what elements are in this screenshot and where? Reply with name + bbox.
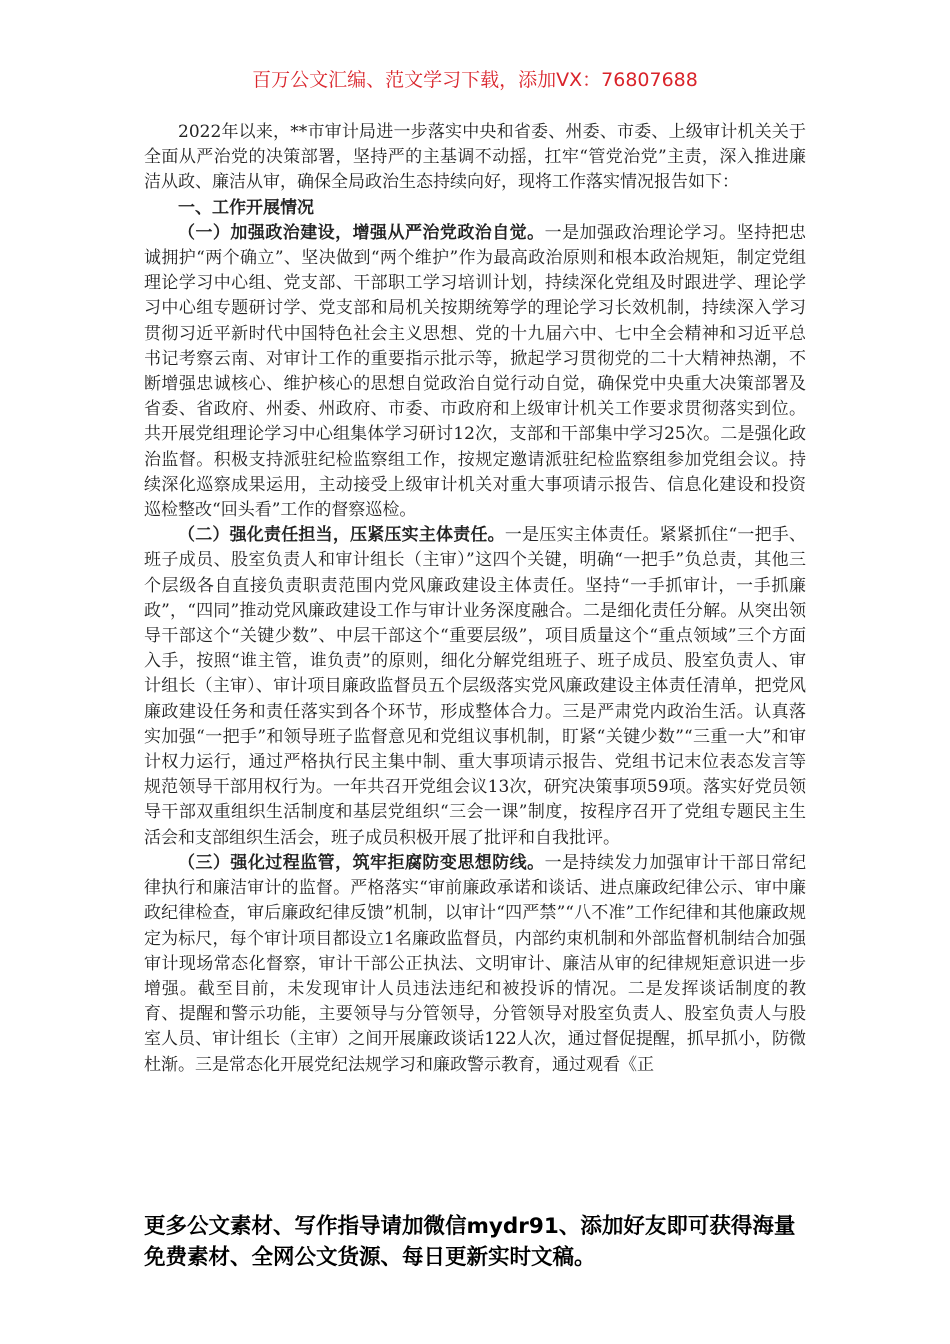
- paragraph-1-lead: （一）加强政治建设，增强从严治党政治自觉。: [178, 222, 545, 243]
- paragraph-3: [144, 851, 806, 1078]
- paragraph-3-lead: （三）强化过程监管，筑牢拒腐防变思想防线。: [178, 852, 545, 873]
- paragraph-2-lead: （二）强化责任担当，压紧压实主体责任。: [178, 525, 505, 546]
- paragraph-2: [144, 523, 806, 851]
- section-heading: 一、工作开展情况: [178, 197, 314, 218]
- intro-paragraph: 2022年以来，**市审计局进一步落实中央和省委、州委、市委、上级审计机关关于全面从严治党的决策部署，坚持严的主基调不动摇，扛牢“管党治党”主责，深入推进廉洁从政、廉洁从审，确保全局政治生态持续向好，现将工作落实情况报告如下：: [144, 122, 806, 193]
- paragraph-1-text: 一是加强政治理论学习。坚持把忠诚拥护“两个确立”、坚决做到“两个维护”作为最高政治原则和根本政治规矩，制定党组理论学习中心组、党支部、干部职工学习培训计划，持续深化党组及时跟进学、理论学习中心组专题研讨学、党支部和局机关按期统筹学的理论学习长效机制，持续深入学习贯彻习近平新时代中国特色社会主义思想、党的十九届六中、七中全会精神和习近平总书记考察云南、对审计工作的重要指示批示等，掀起学习贯彻党的二十大精神热潮，不断增强忠诚核心、维护核心的思想自觉政治自觉行动自觉，确保党中央重大决策部署及省委、省政府、州委、州政府、市委、市政府和上级审计机关工作要求贯彻落实到位。共开展党组理论学习中心组集体学习研讨12次，支部和干部集中学习25次。二是强化政治监督。积极支持派驻纪检监察组工作，按规定邀请派驻纪检监察组参加党组会议。持续深化巡察成果运用，主动接受上级审计机关对重大事项请示报告、信息化建设和投资巡检整改“回头看”工作的督察巡检。: [144, 222, 807, 521]
- header-banner: 百万公文汇编、范文学习下载，添加VX：76807688: [252, 69, 698, 91]
- footer-promo: 更多公文素材、写作指导请加微信mydr91、添加好友即可获得海量免费素材、全网公文货源、每日更新实时文稿。: [144, 1214, 796, 1270]
- paragraph-2-text: 一是压实主体责任。紧紧抓住“一把手、班子成员、股室负责人和审计组长（主审）”这四个关键，明确“一把手”负总责，其他三个层级各自直接负责职责范围内党风廉政建设主体责任。坚持“一手抓审计，一手抓廉政”，“四同”推动党风廉政建设工作与审计业务深度融合。二是细化责任分解。从突出领导干部这个“关键少数”、中层干部这个“重要层级”，项目质量这个“重点领域”三个方面入手，按照“谁主管，谁负责”的原则，细化分解党组班子、班子成员、股室负责人、审计组长（主审）、审计项目廉政监督员五个层级落实党风廉政建设主体责任清单，把党风廉政建设任务和责任落实到各个环节，形成整体合力。三是严肃党内政治生活。认真落实加强“一把手”和领导班子监督意见和党组议事机制，盯紧“关键少数”“三重一大”和审计权力运行，通过严格执行民主集中制、重大事项请示报告、党组书记末位表态发言等规范领导干部用权行为。一年共召开党组会议13次，研究决策事项59项。落实好党员领导干部双重组织生活制度和基层党组织“三会一课”制度，按程序召开了党组专题民主生活会和支部组织生活会，班子成员积极开展了批评和自我批评。: [144, 525, 806, 848]
- paragraph-3-text: 一是持续发力加强审计干部日常纪律执行和廉洁审计的监督。严格落实“审前廉政承诺和谈话、进点廉政纪律公示、审中廉政纪律检查，审后廉政纪律反馈”机制，以审计“四严禁”“八不准”工作纪律和其他廉政规定为标尺，每个审计项目都设立1名廉政监督员，内部约束机制和外部监督机制结合加强审计现场常态化督察，审计干部公正执法、文明审计、廉洁从审的纪律规矩意识进一步增强。截至目前，未发现审计人员违法违纪和被投诉的情况。二是发挥谈话制度的教育、提醒和警示功能，主要领导与分管领导，分管领导对股室负责人、股室负责人与股室人员、审计组长（主审）之间开展廉政谈话122人次，通过督促提醒，抓早抓小，防微杜渐。三是常态化开展党纪法规学习和廉政警示教育，通过观看《正: [144, 852, 807, 1075]
- paragraph-1: [144, 221, 806, 523]
- document-body: [144, 120, 806, 1078]
